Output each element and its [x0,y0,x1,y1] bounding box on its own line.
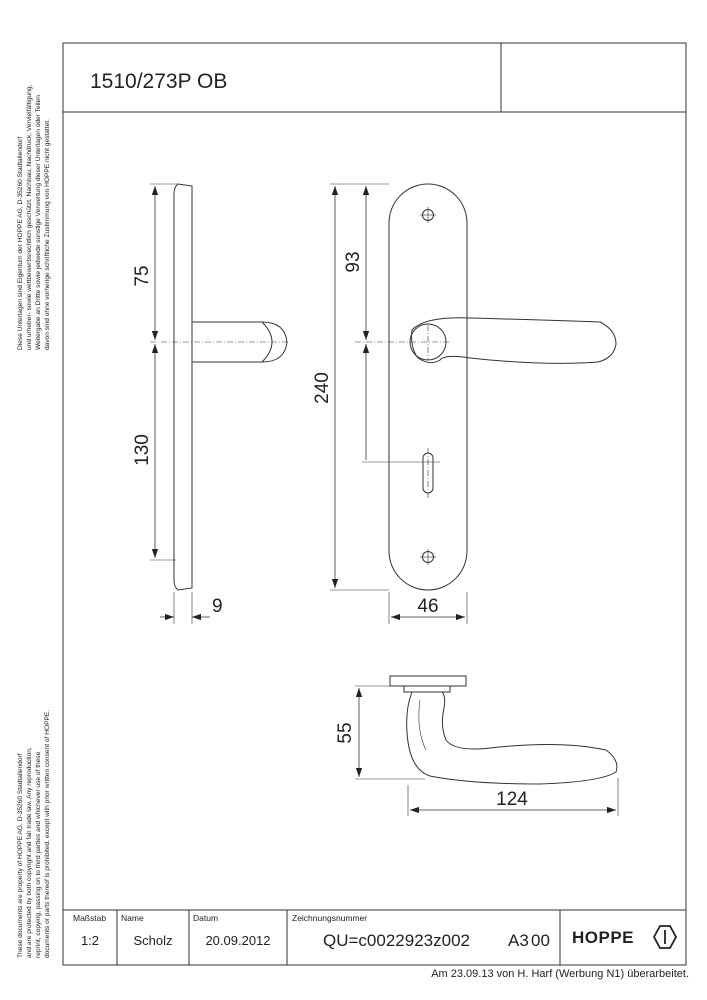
sheet-format: A3 [508,931,529,950]
front-view [330,184,616,624]
dim-front-width: 46 [417,596,439,617]
copyright-en-line-2: and are protected by both copyright and fair trade law. Any reproduction, [26,747,33,958]
side-backplate [174,184,192,590]
hoppe-logo [572,926,676,948]
dim-side-thickness: 9 [212,596,223,617]
copyright-de-line-1: Diese Unterlagen sind Eigentum der HOPPE AG, D-35260 Stadtallendorf [17,136,24,350]
top-plate [390,676,466,686]
name-label: Name [121,913,144,923]
drawing-number-value: QU=c0022923z002 [323,931,470,950]
date-label: Datum [193,913,219,923]
top-lever [407,692,617,784]
dim-top-height: 55 [335,722,356,744]
scale-value: 1:2 [80,933,100,948]
dim-side-lower: 130 [132,434,153,466]
side-view [150,184,290,624]
front-backplate [389,184,467,590]
dim-front-total: 240 [312,372,333,404]
drawing-title: 1510/273P OB [90,70,228,93]
drawing-frame [63,43,686,965]
copyright-notice-en [17,710,51,958]
drawing-number-label: Zeichnungsnummer [292,913,368,923]
top-view [355,676,618,816]
revision-number: 00 [531,931,550,950]
scale-label: Maßstab [73,913,107,923]
revision-note: Am 23.09.13 von H. Harf (Werbung N1) überarbeitet. [431,968,689,980]
copyright-de-line-3: Weitergabe an Dritte sowie jedwede sonstige Verwertung dieser Unterlagen oder Teilen [35,95,42,350]
copyright-en-line-4: documents or parts thereof is prohibited, except with prior written consent of HOPPE. [44,709,51,958]
front-lever [412,318,616,364]
copyright-notice-de [17,84,51,350]
dim-front-upper: 93 [343,251,364,273]
top-rose [404,686,450,692]
dim-top-length: 124 [496,789,528,810]
copyright-de-line-2: und urheber- sowie wettbewerbsrechtlich geschützt. Nachbau, Nachdruck, Vervielfältigung, [26,84,33,350]
copyright-de-line-4: davon sind ohne vorherige schriftliche Zustimmung von HOPPE nicht gestattet. [44,119,51,350]
logo-text: HOPPE [572,928,635,947]
copyright-en-line-1: These documents are property of HOPPE AG, D-35260 Stadtallendorf [17,753,24,958]
copyright-en-line-3: reprint, copying, passing on to third parties and whichever use of these [35,751,42,958]
name-value: Scholz [133,933,173,948]
dim-side-upper: 75 [132,265,153,287]
date-value: 20.09.2012 [205,933,271,948]
